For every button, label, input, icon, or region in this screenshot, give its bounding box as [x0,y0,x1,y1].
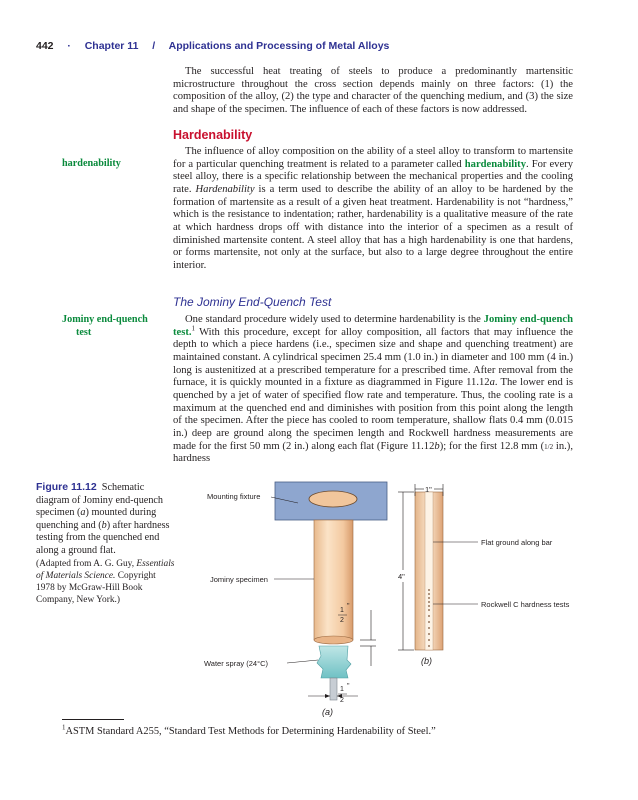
footnote-text: ASTM Standard A255, “Standard Test Methods for Determining Hardenability of Steel.” [65,726,436,737]
key-term-jominy: Jominy end-quench test. [173,314,573,338]
emphasis-hardenability: Hardenability [195,183,255,195]
text-run: (Adapted from A. G. Guy, [36,558,137,569]
page-number: 442 [36,40,54,52]
running-head-separator: / [152,40,156,52]
book-title: Essentials of Materials Science. [36,558,175,581]
panel-a-label: (a) [322,707,333,717]
dim-half-top-den: 2 [340,617,344,624]
label-flat-ground: Flat ground along bar [481,538,553,547]
footnote [62,723,436,737]
text-run: . For every steel alloy, there is a specific relationship between the mechanical properties and the cooling rate. [173,158,573,195]
label-jominy-specimen: Jominy specimen [210,575,268,584]
label-mounting-fixture: Mounting fixture [207,492,261,501]
running-head-bullet: · [67,40,71,52]
intro-block [173,66,573,117]
footnote-rule [62,719,124,720]
caption-text [36,481,176,558]
figure-credit [36,558,176,606]
section-heading: Hardenability [173,128,253,142]
dim-inch-mark: " [347,683,350,690]
dim-one-inch: 1" [425,485,432,494]
spray-nozzle [330,678,337,700]
jominy-block [173,314,573,466]
emphasis: a [489,377,495,389]
chapter-label: Chapter 11 [84,40,139,52]
text-run: ) after hardness testing from the quenched end along a ground flat. [36,519,170,556]
emphasis: b [101,519,107,531]
emphasis: a [80,507,86,519]
dim-half-bottom-den: 2 [340,697,344,704]
figure-label: Figure 11.12 [36,481,97,493]
jominy-paragraph [173,314,573,466]
text-run: The influence of alloy composition on the ability of a steel alloy to transform to martensite for a particular quenching treatment is related to a parameter called [173,146,573,170]
specimen-top [309,491,357,507]
footnote-mark: 1 [62,723,66,732]
text-run: ) mounted during quenching and ( [36,507,157,531]
text-run: One standard procedure widely used to determine hardenability is the [185,314,484,325]
text-run: With this procedure, except for alloy composition, all factors that may influence the depth to which a piece hardens (i.e., specimen size and shape and quenching treatment) are maintained constant. A cylindrical specimen 25.4 mm (1.0 in.) in diameter and 100 mm (4 in.) long is austenitized at a prescribed temperature for a prescribed time. After removal from the furnace, it is quickly mounted in a fixture as diagrammed in Figure 11.12 [173,326,573,389]
running-head [36,40,389,52]
emphasis: b [434,440,440,452]
margin-term-line: test [76,326,92,338]
text-run: Schematic diagram of Jominy end-quench specimen ( [36,482,164,519]
dim-half-bottom-num: 1 [340,686,344,693]
hardenability-block [173,146,573,273]
panel-b-label: (b) [421,656,432,666]
chapter-title: Applications and Processing of Metal Alloys [168,40,390,52]
margin-term-hardenability: hardenability [62,158,121,169]
jominy-figure [190,470,590,720]
text-run: Copyright 1978 by McGraw-Hill Book Company, New York.) [36,570,156,605]
margin-term-jominy [62,314,162,339]
label-water-spray: Water spray (24°C) [204,659,268,668]
key-term-hardenability: hardenability [464,158,526,170]
leader-line [287,660,318,663]
text-run: . The lower end is quenched by a jet of water of specified flow rate and temperature. Thus, the cooling rate is a maximum at the quenched end and diminishes with position from this point along the length of the specimen. After the piece has cooled to room temperature, shallow flats 0.4 mm (0.015 in.) deep are ground along the specimen length and Rockwell hardness measurements are made for the first 50 mm (2 in.) along each flat (Figure 11.12 [173,377,573,452]
jominy-specimen [314,520,353,640]
dim-four-inch: 4" [398,572,405,581]
intro-paragraph: The successful heat treating of steels to produce a predominantly martensitic microstructure throughout the cross section depends mainly on three factors: (1) the composition of the alloy, (2) the type and character of the quenching medium, and (3) the size and shape of the specimen. The influence of each of these factors is now addressed. [173,66,573,115]
fraction: 1/2 [544,442,554,451]
label-rockwell: Rockwell C hardness tests [481,600,570,609]
hardenability-paragraph [173,146,573,273]
text-run: ); for the first 12.8 mm ( [439,440,545,452]
text-run: in.), hardness [173,440,573,465]
figure-caption [36,481,176,606]
specimen-bottom [314,636,353,644]
dim-inch-mark: " [347,603,350,610]
ground-flat [425,492,433,650]
margin-term-line: Jominy end-quench [62,314,148,325]
footnote-mark: 1 [191,324,196,333]
water-spray [317,646,351,678]
dim-arrow [325,694,330,698]
dim-half-top-num: 1 [340,607,344,614]
subsection-heading: The Jominy End-Quench Test [173,295,332,309]
text-run: is a term used to describe the ability of an alloy to be hardened by the formation of martensite as a result of a given heat treatment. Hardenability is not “hardness,” which is the resistance to indentation; rather, hardenability is a qualitative measure of the rate at which hardness drops off with distance into the interior of a specimen as a result of diminished martensite content. A steel alloy that has a high hardenability is one that hardens, or forms martensite, not only at the surface, but also to a large degree throughout the entire interior. [173,183,573,271]
